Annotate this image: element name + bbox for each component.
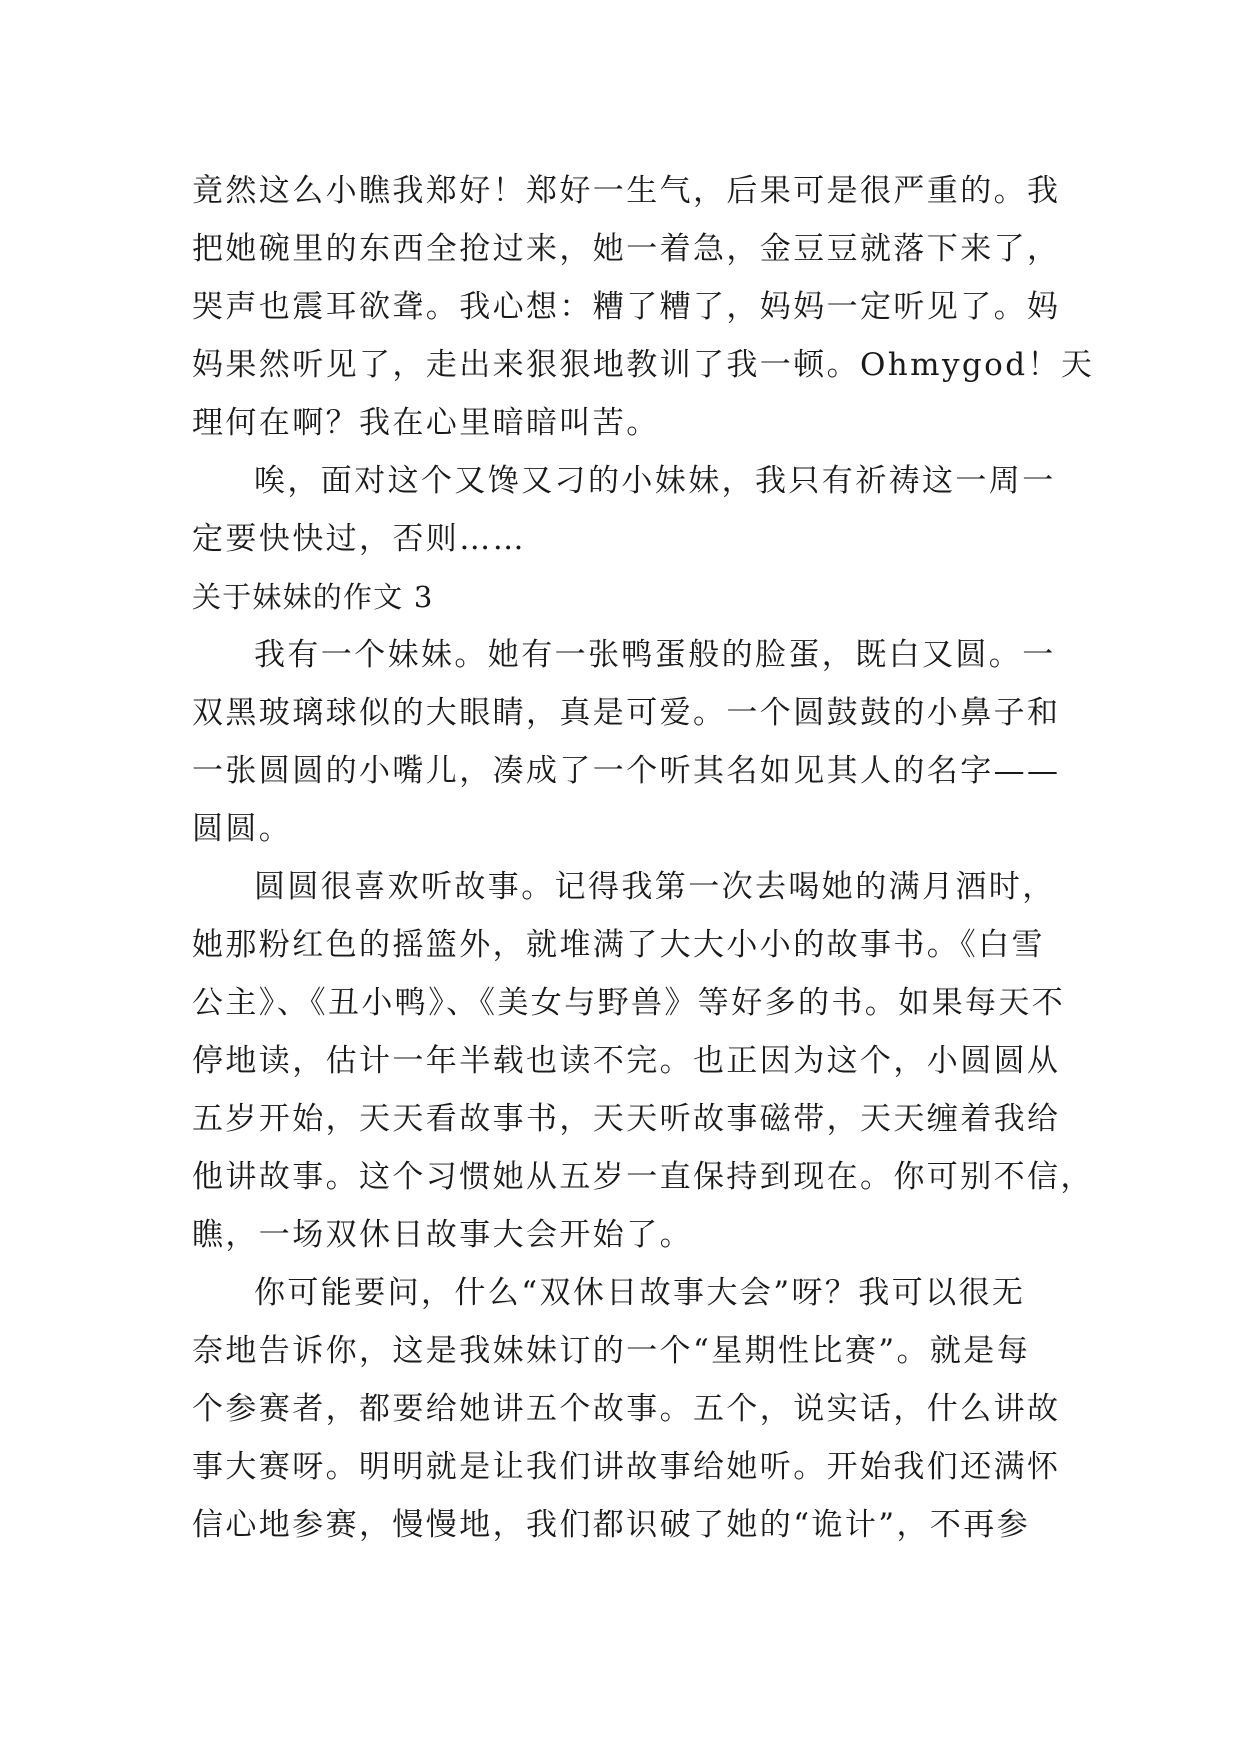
text-line: 把她碗里的东西全抢过来，她一着急，金豆豆就落下来了， — [192, 231, 1061, 267]
paragraph-first-line: 你可能要问，什么“双休日故事大会”呀？我可以很无 — [254, 1275, 1026, 1311]
text-line: 信心地参赛，慢慢地，我们都识破了她的“诡计”，不再参 — [192, 1507, 1031, 1543]
document-body — [192, 162, 1095, 1554]
text-line: 哭声也震耳欲聋。我心想：糟了糟了，妈妈一定听见了。妈 — [192, 289, 1061, 325]
section-heading: 关于妹妹的作文 3 — [192, 580, 434, 614]
paragraph-first-line: 唉，面对这个又馋又刁的小妹妹，我只有祈祷这一周一 — [254, 463, 1056, 499]
text-line: 停地读，估计一年半载也读不完。也正因为这个，小圆圆从 — [192, 1043, 1061, 1079]
paragraph-first-line: 圆圆很喜欢听故事。记得我第一次去喝她的满月酒时， — [254, 869, 1056, 905]
text-line: 他讲故事。这个习惯她从五岁一直保持到现在。你可别不信， — [192, 1159, 1094, 1195]
paragraph-first-line: 我有一个妹妹。她有一张鸭蛋般的脸蛋，既白又圆。一 — [254, 637, 1056, 673]
text-line: 圆圆。 — [192, 811, 293, 847]
text-line: 理何在啊？我在心里暗暗叫苦。 — [192, 405, 660, 441]
text-line: 一张圆圆的小嘴儿，凑成了一个听其名如见其人的名字—— — [192, 753, 1061, 789]
text-line: 五岁开始，天天看故事书，天天听故事磁带，天天缠着我给 — [192, 1101, 1061, 1137]
text-line: 双黑玻璃球似的大眼睛，真是可爱。一个圆鼓鼓的小鼻子和 — [192, 695, 1061, 731]
text-line: 她那粉红色的摇篮外，就堆满了大大小小的故事书。《白雪 — [192, 927, 1045, 963]
text-line: 妈果然听见了，走出来狠狠地教训了我一顿。Ohmygod！天 — [192, 347, 1095, 383]
text-line: 瞧，一场双休日故事大会开始了。 — [192, 1217, 693, 1253]
text-line: 竟然这么小瞧我郑好！郑好一生气，后果可是很严重的。我 — [192, 173, 1061, 209]
text-line: 定要快快过，否则…… — [192, 521, 526, 557]
text-line: 个参赛者，都要给她讲五个故事。五个，说实话，什么讲故 — [192, 1391, 1061, 1427]
text-line: 公主》、《丑小鸭》、《美女与野兽》等好多的书。如果每天不 — [192, 985, 1066, 1021]
text-line: 奈地告诉你，这是我妹妹订的一个“星期性比赛”。就是每 — [192, 1333, 1031, 1369]
text-line: 事大赛呀。明明就是让我们讲故事给她听。开始我们还满怀 — [192, 1449, 1061, 1485]
